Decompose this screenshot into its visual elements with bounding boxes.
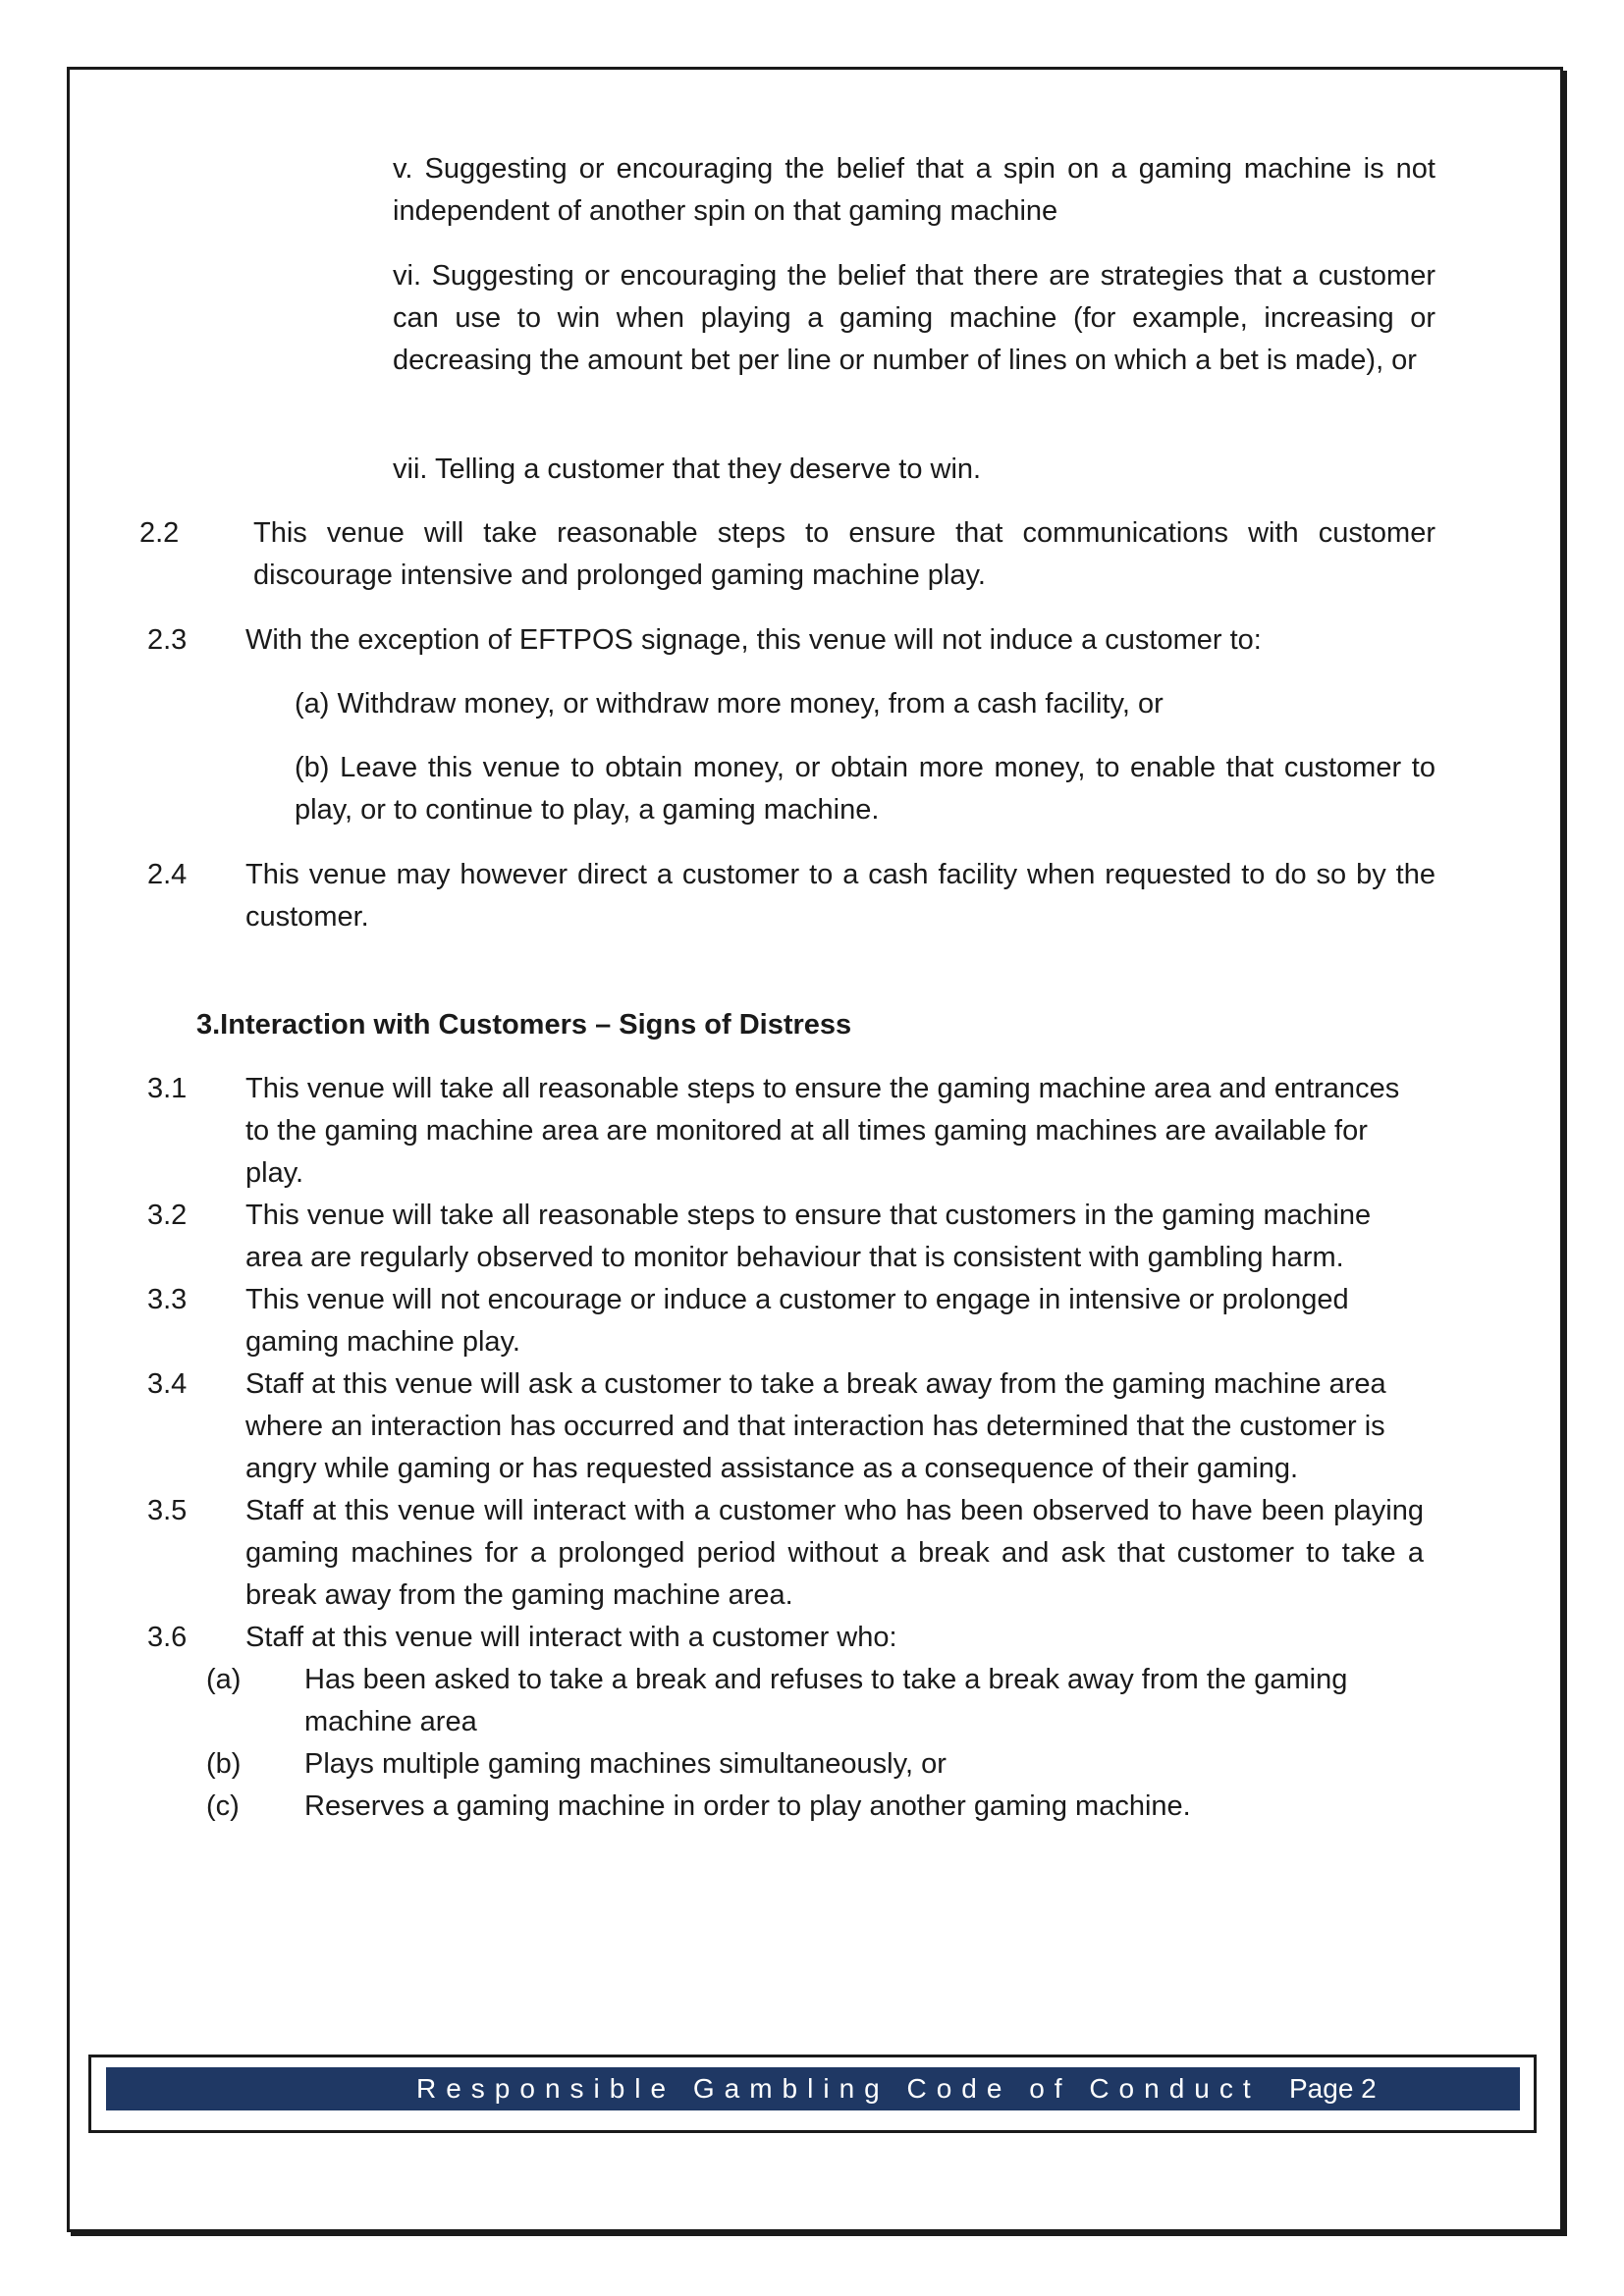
clause-text: Staff at this venue will interact with a customer who has been observed to have been playing gaming machines for a prolonged period without a break and ask that customer to take a break away from the gaming machine area. [245, 1495, 1424, 1611]
clause-number: 3.1 [147, 1073, 188, 1104]
clause-2-2 [139, 512, 1435, 597]
sub-text: Plays multiple gaming machines simultaneously, or [304, 1748, 947, 1780]
clause-text: This venue will take all reasonable steps to ensure that customers in the gaming machine area are regularly observed to monitor behaviour that is consistent with gambling harm. [245, 1200, 1372, 1273]
clause-number: 3.4 [147, 1368, 188, 1400]
clause-number: 2.3 [147, 624, 188, 656]
clause-3-4 [147, 1363, 1424, 1490]
footer-bar [106, 2067, 1520, 2110]
clause-number: 2.4 [147, 859, 188, 890]
page-number: Page 2 [1289, 2073, 1377, 2104]
clause-2-3-b: (b) Leave this venue to obtain money, or obtain more money, to enable that customer to play, or to continue to play, a gaming machine. [295, 752, 1435, 826]
sub-text: Has been asked to take a break and refuses to take a break away from the gaming machine area [304, 1664, 1348, 1737]
sub-label: (a) [206, 1664, 242, 1695]
clause-text: This venue may however direct a customer to a cash facility when requested to do so by the customer. [245, 859, 1435, 933]
clause-3-6-b [206, 1743, 1394, 1786]
clause-2-3-a: (a) Withdraw money, or withdraw more money, from a cash facility, or [295, 688, 1164, 720]
item-v: v. Suggesting or encouraging the belief that a spin on a gaming machine is not independent of another spin on that gaming machine [393, 153, 1435, 227]
clause-text: This venue will not encourage or induce a customer to engage in intensive or prolonged gaming machine play. [245, 1284, 1349, 1358]
clause-number: 3.6 [147, 1622, 188, 1653]
clause-3-3 [147, 1279, 1424, 1363]
clause-3-1 [147, 1068, 1424, 1195]
item-vii: vii. Telling a customer that they deserve to win. [393, 454, 982, 485]
sub-label: (c) [206, 1790, 240, 1822]
item-vi: vi. Suggesting or encouraging the belief that there are strategies that a customer can use to win when playing a gaming machine (for example, increasing or decreasing the amount bet per line or number of lines on which a bet is made), or [393, 260, 1435, 376]
clause-number: 3.5 [147, 1495, 188, 1526]
clause-2-4 [147, 854, 1435, 938]
sub-text: Reserves a gaming machine in order to play another gaming machine. [304, 1790, 1191, 1822]
clause-3-6-c [206, 1786, 1394, 1828]
clause-number: 3.3 [147, 1284, 188, 1315]
sub-label: (b) [206, 1748, 242, 1780]
section-3-clauses [147, 1068, 1424, 1828]
section-3-heading: 3.Interaction with Customers – Signs of Distress [196, 1009, 852, 1041]
clause-text: Staff at this venue will interact with a customer who: [245, 1622, 897, 1653]
clause-2-3 [147, 619, 1435, 662]
clause-text: Staff at this venue will ask a customer to take a break away from the gaming machine area where an interaction has occurred and that interaction has determined that the customer is angry while gaming or has requested assistance as a consequence of their gaming. [245, 1368, 1386, 1484]
clause-3-6-a [206, 1659, 1394, 1743]
clause-text: This venue will take reasonable steps to ensure that communications with customer discourage intensive and prolonged gaming machine play. [253, 517, 1435, 591]
clause-text: With the exception of EFTPOS signage, this venue will not induce a customer to: [245, 624, 1262, 656]
clause-3-6 [147, 1617, 1424, 1659]
clause-3-5 [147, 1490, 1424, 1617]
clause-text: This venue will take all reasonable steps to ensure the gaming machine area and entrances to the gaming machine area are monitored at all times gaming machines are available for play. [245, 1073, 1400, 1189]
clause-number: 2.2 [139, 517, 180, 549]
clause-3-2 [147, 1195, 1424, 1279]
footer-title: Responsible Gambling Code of Conduct [416, 2073, 1261, 2104]
clause-number: 3.2 [147, 1200, 188, 1231]
